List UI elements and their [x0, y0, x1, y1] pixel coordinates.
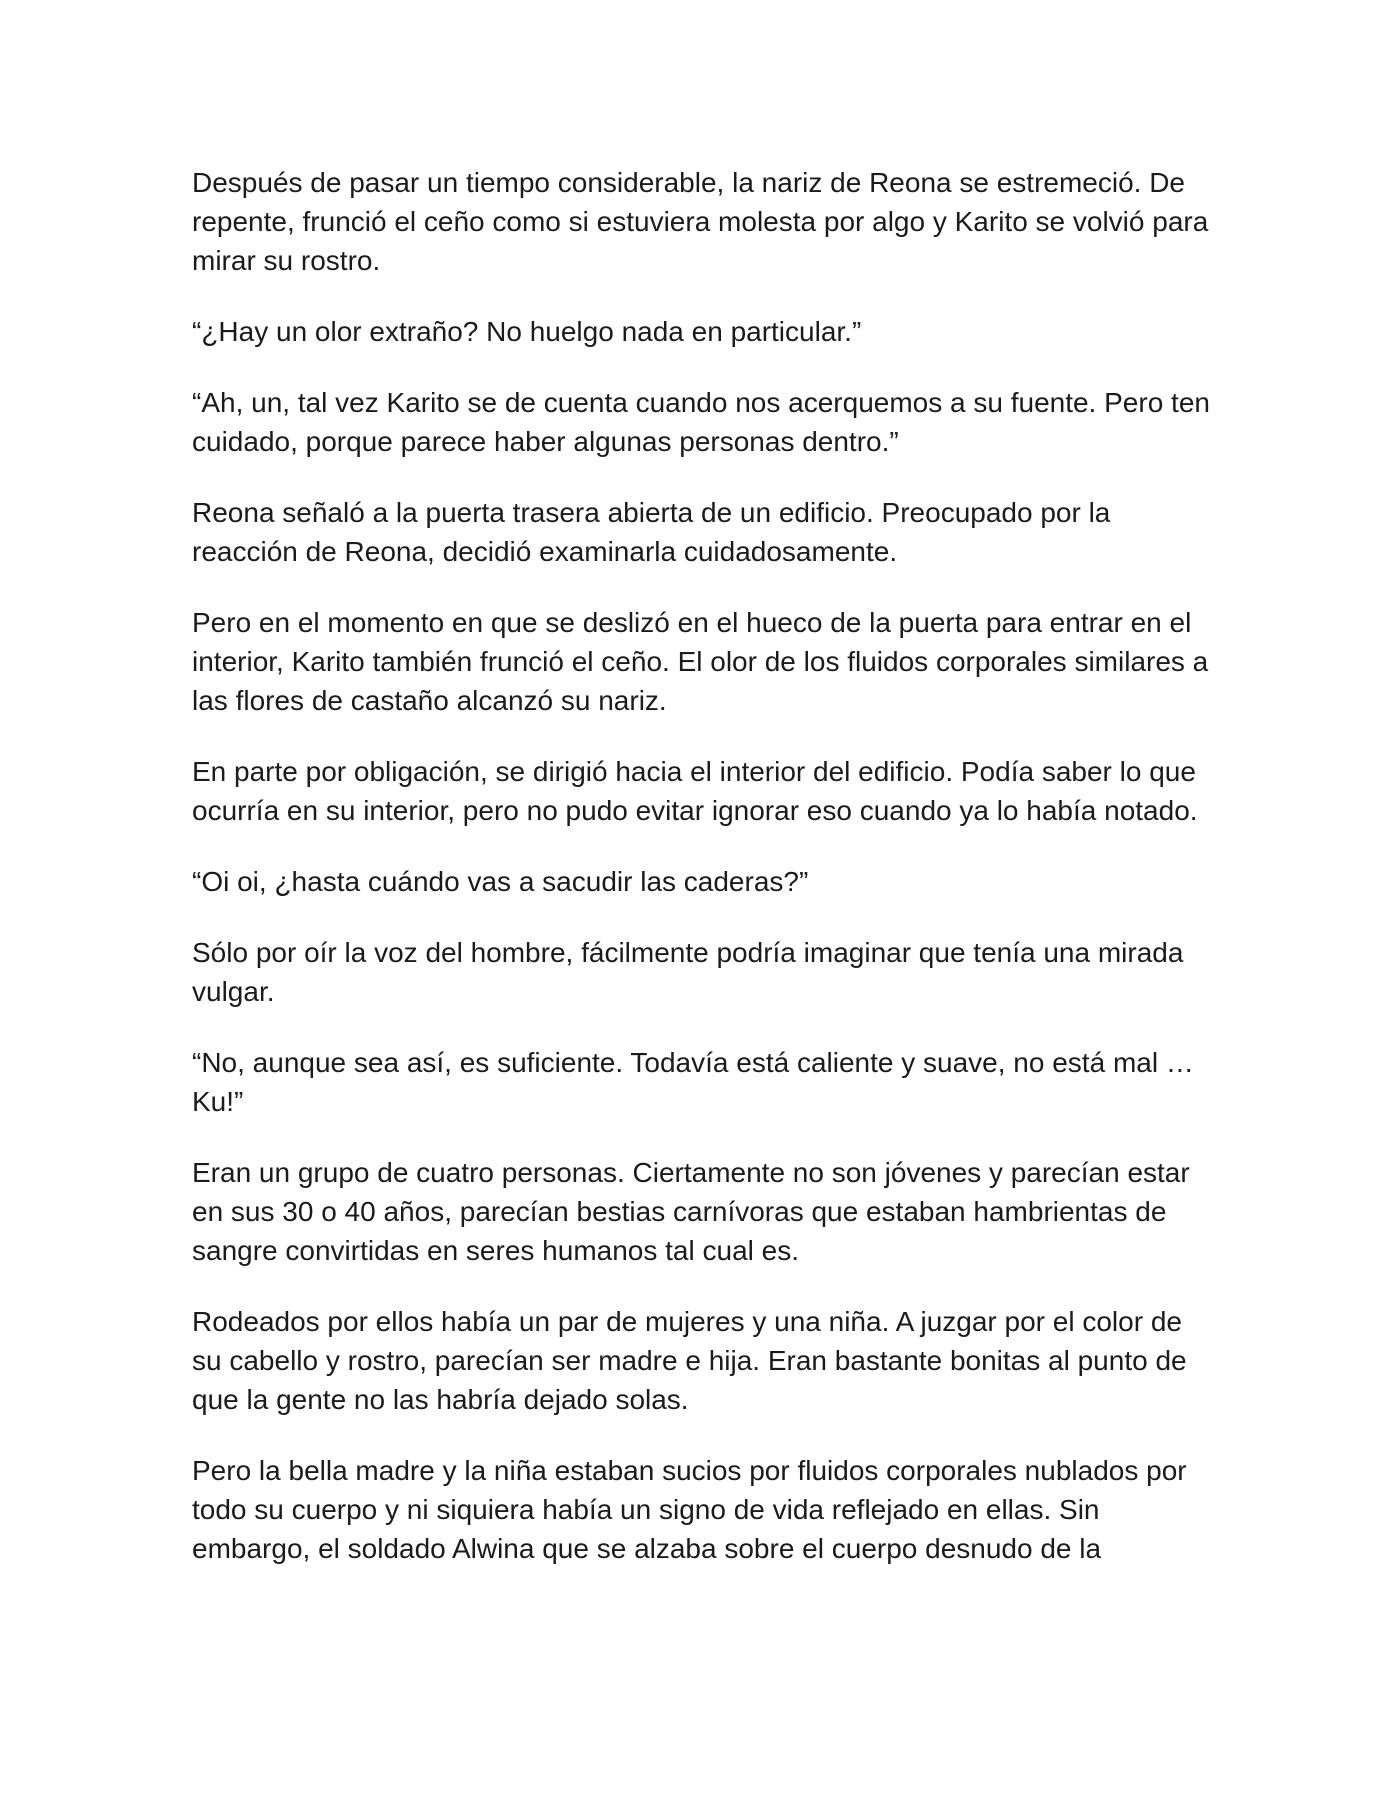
paragraph-8: Sólo por oír la voz del hombre, fácilmente podría imaginar que tenía una mirada vulgar. — [192, 937, 1184, 1007]
paragraph-12: Pero la bella madre y la niña estaban sucios por fluidos corporales nublados por todo su cuerpo y ni siquiera había un signo de vida reflejado en ellas. Sin embargo, el soldado Alwina que se alzaba sobre el cuerpo desnudo de la — [192, 1455, 1187, 1564]
paragraph-2: “¿Hay un olor extraño? No huelgo nada en particular.” — [192, 316, 862, 347]
paragraph-4: Reona señaló a la puerta trasera abierta de un edificio. Preocupado por la reacción de Reona, decidió examinarla cuidadosamente. — [192, 497, 1111, 567]
paragraph-3: “Ah, un, tal vez Karito se de cuenta cuando nos acerquemos a su fuente. Pero ten cuidado, porque parece haber algunas personas dentro.” — [192, 387, 1210, 457]
paragraph-5: Pero en el momento en que se deslizó en el hueco de la puerta para entrar en el interior, Karito también frunció el ceño. El olor de los fluidos corporales similares a las flores de castaño alcanzó su nariz. — [192, 607, 1209, 716]
paragraph-11: Rodeados por ellos había un par de mujeres y una niña. A juzgar por el color de su cabello y rostro, parecían ser madre e hija. Eran bastante bonitas al punto de que la gente no las habría dejado solas. — [192, 1306, 1187, 1415]
paragraph-6: En parte por obligación, se dirigió hacia el interior del edificio. Podía saber lo que ocurría en su interior, pero no pudo evitar ignorar eso cuando ya lo había notado. — [192, 756, 1198, 826]
paragraph-10: Eran un grupo de cuatro personas. Ciertamente no son jóvenes y parecían estar en sus 30 o 40 años, parecían bestias carnívoras que estaban hambrientas de sangre convirtidas en seres humanos tal cual es. — [192, 1157, 1190, 1266]
paragraph-7: “Oi oi, ¿hasta cuándo vas a sacudir las caderas?” — [192, 866, 809, 897]
paragraph-9: “No, aunque sea así, es suficiente. Todavía está caliente y suave, no está mal … Ku!” — [192, 1047, 1194, 1117]
paragraph-1: Después de pasar un tiempo considerable, la nariz de Reona se estremeció. De repente, frunció el ceño como si estuviera molesta por algo y Karito se volvió para mirar su rostro. — [192, 167, 1209, 276]
